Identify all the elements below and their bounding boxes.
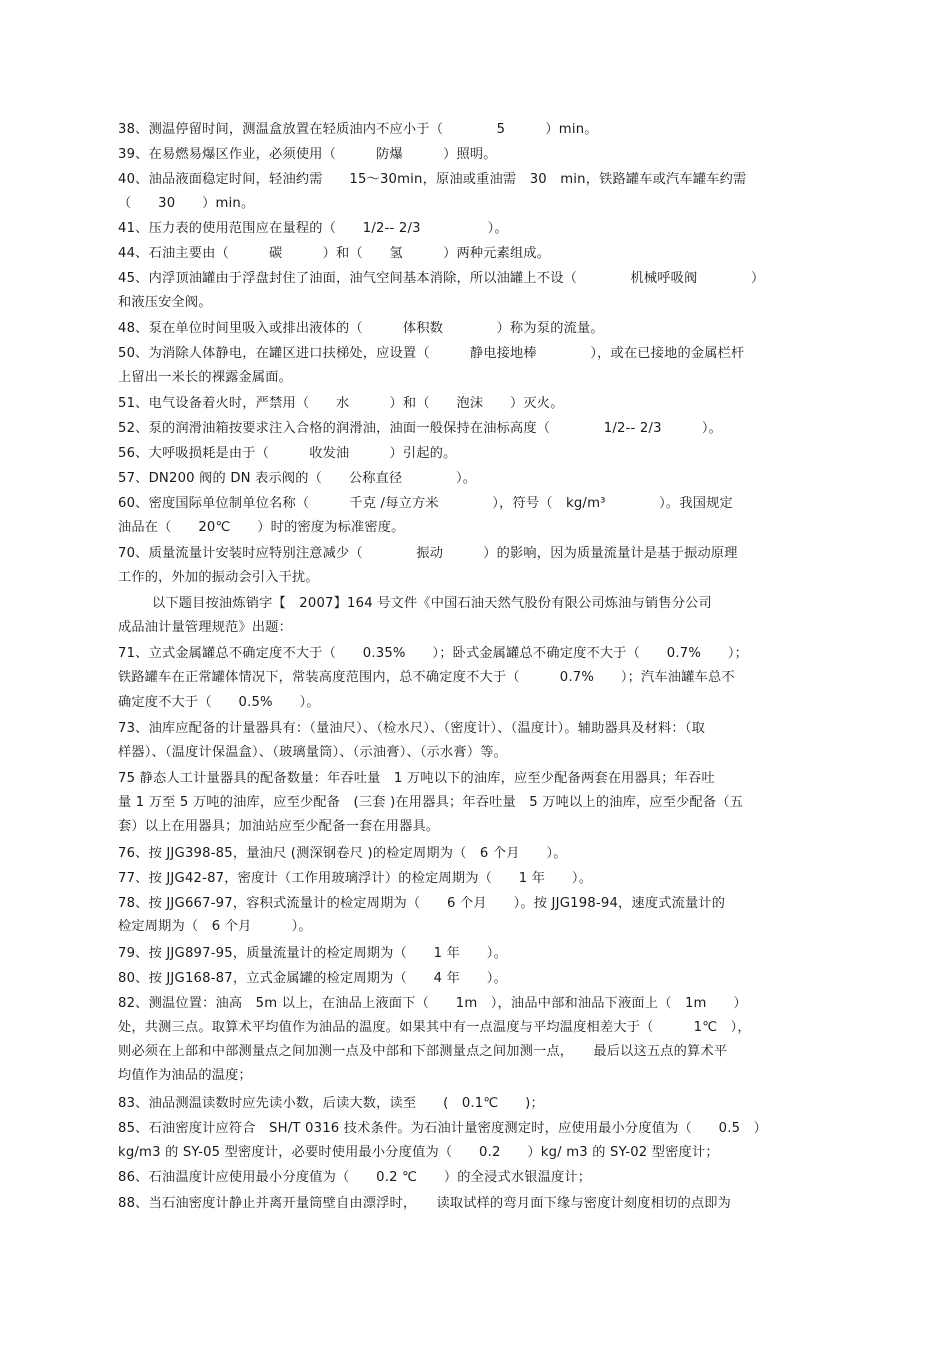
text-line: 82、测温位置：油高 5m 以上，在油品上液面下（ 1m ），油品中部和油品下液面上（ 1m ） (118, 996, 747, 1011)
text-line: 78、按 JJG667-97，容积式流量计的检定周期为（ 6 个月 ）。按 JJG198-94，速度式流量计的 (118, 896, 726, 911)
text-line: 77、按 JJG42-87，密度计（工作用玻璃浮计）的检定周期为（ 1 年 ）。 (118, 871, 593, 886)
text-line: 48、泵在单位时间里吸入或排出液体的（ 体积数 ）称为泵的流量。 (118, 321, 604, 336)
text-line: 铁路罐车在正常罐体情况下，常装高度范围内，总不确定度不大于（ 0.7% ）；汽车油罐车总不 (118, 670, 735, 685)
text-line: kg/m3 的 SY-05 型密度计，必要时使用最小分度值为（ 0.2 ）kg/ m3 的 SY-02 型密度计； (118, 1145, 719, 1160)
text-line: 51、电气设备着火时，严禁用（ 水 ）和（ 泡沫 ）灭火。 (118, 396, 564, 411)
text-line: 均值作为油品的温度； (118, 1068, 252, 1083)
text-line: 83、油品测温读数时应先读小数，后读大数，读至 ( 0.1℃ )； (118, 1096, 544, 1111)
text-line: 40、油品液面稳定时间，轻油约需 15～30min，原油或重油需 30 min，铁路罐车或汽车罐车约需 (118, 172, 747, 187)
text-line: 45、内浮顶油罐由于浮盘封住了油面，油气空间基本消除，所以油罐上不设（ 机械呼吸阀 ） (118, 271, 765, 286)
text-line: 56、大呼吸损耗是由于（ 收发油 ）引起的。 (118, 446, 457, 461)
text-line: 79、按 JJG897-95，质量流量计的检定周期为（ 1 年 ）。 (118, 946, 507, 961)
text-line: 73、油库应配备的计量器具有：（量油尺）、（检水尺）、（密度计）、（温度计）。辅助器具及材料：（取 (118, 721, 705, 736)
text-line: 则必须在上部和中部测量点之间加测一点及中部和下部测量点之间加测一点， 最后以这五点的算术平 (118, 1044, 728, 1059)
text-line: 85、石油密度计应符合 SH/T 0316 技术条件。为石油计量密度测定时，应使用最小分度值为（ 0.5 ） (118, 1121, 767, 1136)
text-line: 检定周期为（ 6 个月 ）。 (118, 919, 312, 934)
text-line: 71、立式金属罐总不确定度不大于（ 0.35% ）；卧式金属罐总不确定度不大于（ 0.7% ）； (118, 646, 749, 661)
text-line: 样器）、（温度计保温盒）、（玻璃量筒）、（示油膏）、（示水膏）等。 (118, 745, 507, 760)
text-line: 52、泵的润滑油箱按要求注入合格的润滑油，油面一般保持在油标高度（ 1/2-- 2/3 ）。 (118, 421, 723, 436)
text-line: 41、压力表的使用范围应在量程的（ 1/2-- 2/3 ）。 (118, 221, 508, 236)
text-line: 80、按 JJG168-87，立式金属罐的检定周期为（ 4 年 ）。 (118, 971, 507, 986)
text-line: 和液压安全阀。 (118, 295, 212, 310)
text-line: 38、测温停留时间，测温盒放置在轻质油内不应小于（ 5 ）min。 (118, 122, 598, 137)
section-intro-line: 以下题目按油炼销字【 2007】164 号文件《中国石油天然气股份有限公司炼油与销售分公司 (152, 596, 712, 611)
text-line: 60、密度国际单位制单位名称（ 千克 /每立方米 ），符号（ kg/m³ ）。我国规定 (118, 496, 733, 511)
text-line: 57、DN200 阀的 DN 表示阀的（ 公称直径 ）。 (118, 471, 477, 486)
text-line: 75 静态人工计量器具的配备数量：年吞吐量 1 万吨以下的油库，应至少配备两套在用器具；年吞吐 (118, 771, 715, 786)
text-line: 76、按 JJG398-85，量油尺 (测深钢卷尺 )的检定周期为（ 6 个月 ）。 (118, 846, 567, 861)
section-intro-line: 成品油计量管理规范》出题： (118, 620, 293, 635)
text-line: 上留出一米长的裸露金属面。 (118, 370, 293, 385)
text-line: 套）以上在用器具；加油站应至少配备一套在用器具。 (118, 819, 440, 834)
text-line: 88、当石油密度计静止并离开量筒壁自由漂浮时， 读取试样的弯月面下缘与密度计刻度相切的点即为 (118, 1196, 732, 1211)
text-line: 44、石油主要由（ 碳 ）和（ 氢 ）两种元素组成。 (118, 246, 551, 261)
text-line: 油品在（ 20℃ ）时的密度为标准密度。 (118, 520, 405, 535)
text-line: 50、为消除人体静电，在罐区进口扶梯处，应设置（ 静电接地棒 ），或在已接地的金属栏杆 (118, 346, 745, 361)
text-line: 量 1 万至 5 万吨的油库，应至少配备 (三套 )在用器具；年吞吐量 5 万吨以上的油库，应至少配备（五 (118, 795, 744, 810)
text-line: 70、质量流量计安装时应特别注意减少（ 振动 ）的影响，因为质量流量计是基于振动原理 (118, 546, 738, 561)
text-line: （ 30 ）min。 (118, 196, 255, 211)
text-line: 处，共测三点。取算术平均值作为油品的温度。如果其中有一点温度与平均温度相差大于（ 1℃ ）， (118, 1020, 751, 1035)
text-line: 工作的，外加的振动会引入干扰。 (118, 570, 319, 585)
text-line: 确定度不大于（ 0.5% ）。 (118, 695, 320, 710)
text-line: 39、在易燃易爆区作业，必须使用（ 防爆 ）照明。 (118, 147, 497, 162)
text-line: 86、石油温度计应使用最小分度值为（ 0.2 ℃ ）的全浸式水银温度计； (118, 1170, 592, 1185)
